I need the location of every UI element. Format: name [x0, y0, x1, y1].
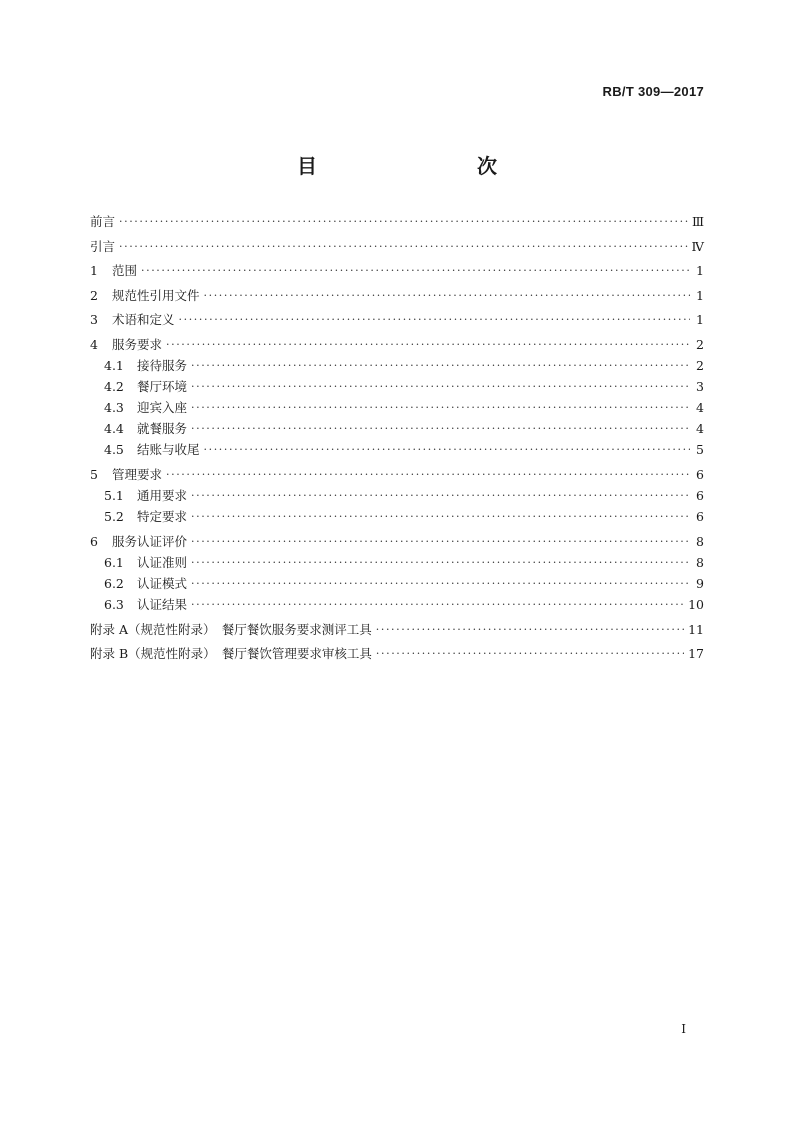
toc-dot-leader: [191, 422, 690, 436]
standard-code: RB/T 309—2017: [602, 84, 704, 99]
toc-entry-number: 5.1: [104, 488, 124, 504]
toc-dot-leader: [191, 401, 690, 415]
toc-entry[interactable]: [90, 556, 704, 570]
toc-dot-leader: [376, 647, 684, 661]
toc-entry-page: 6: [696, 509, 704, 525]
toc-entry[interactable]: [90, 401, 704, 415]
toc-entry-number: 4.1: [104, 357, 124, 373]
toc-entry[interactable]: [90, 422, 704, 436]
toc-entry-number: 4.2: [104, 378, 124, 394]
toc-entry-title: 引言: [90, 238, 116, 254]
toc-entry-title: 服务要求: [112, 336, 163, 352]
toc-entry-title: 餐厅环境: [137, 378, 188, 394]
toc-entry-number: 4.4: [104, 421, 124, 437]
toc-entry-page: 1: [696, 312, 704, 327]
toc-dot-leader: [191, 535, 690, 549]
toc-entry[interactable]: [90, 489, 704, 503]
toc-entry-title: 就餐服务: [137, 421, 188, 437]
toc-entry-page: 17: [688, 646, 704, 662]
toc-entry-page: 4: [696, 421, 704, 437]
toc-entry-number: 6: [90, 533, 98, 549]
toc-entry-page: 2: [696, 357, 704, 373]
page-number: I: [681, 1022, 686, 1036]
toc-entry-title: 迎宾入座: [137, 400, 188, 416]
toc-dot-leader: [191, 598, 684, 612]
toc-entry-title: 管理要求: [112, 466, 163, 482]
toc-entry-title: 服务认证评价: [112, 533, 188, 549]
toc-dot-leader: [166, 338, 690, 352]
toc-dot-leader: [191, 556, 690, 570]
toc-entry-title: 术语和定义: [112, 312, 175, 327]
toc-entry-title: 范围: [112, 263, 138, 278]
toc-entry-title: 特定要求: [137, 509, 188, 525]
toc-entry-page: 8: [696, 555, 704, 570]
toc-entry-page: 8: [696, 533, 704, 549]
toc-entry-title: 认证结果: [137, 597, 188, 613]
toc-entry-page: 10: [688, 597, 704, 613]
toc-entry[interactable]: [90, 623, 704, 637]
toc-entry-page: 4: [696, 400, 704, 416]
toc-entry-number: 4.5: [104, 442, 124, 458]
toc-entry-title: 前言: [90, 214, 116, 229]
toc-entry[interactable]: [90, 289, 704, 303]
toc-entry-page: 11: [688, 621, 704, 637]
toc-dot-leader: [119, 215, 688, 229]
toc-entry-page: 9: [696, 576, 704, 592]
toc-entry[interactable]: [90, 598, 704, 612]
toc-entry-title: 认证模式: [137, 576, 188, 592]
toc-entry-number: 1: [90, 263, 98, 278]
toc-dot-leader: [141, 264, 690, 278]
toc-entry-page: 6: [696, 488, 704, 504]
toc-entry-title: 附录 B（规范性附录） 餐厅餐饮管理要求审核工具: [90, 646, 372, 662]
toc-entry[interactable]: [90, 240, 704, 254]
toc-entry-number: 4.3: [104, 400, 124, 416]
toc-entry[interactable]: [90, 215, 704, 229]
toc-entry[interactable]: [90, 264, 704, 278]
table-of-contents: [90, 215, 704, 661]
toc-entry[interactable]: [90, 443, 704, 457]
toc-dot-leader: [166, 468, 690, 482]
toc-entry[interactable]: [90, 338, 704, 352]
toc-dot-leader: [191, 510, 690, 524]
toc-entry-page: 6: [696, 466, 704, 482]
toc-entry-number: 5.2: [104, 509, 124, 525]
toc-entry-number: 5: [90, 466, 98, 482]
toc-entry[interactable]: [90, 510, 704, 524]
toc-dot-leader: [179, 313, 690, 327]
toc-entry-title: 认证准则: [137, 555, 188, 570]
toc-dot-leader: [191, 489, 690, 503]
toc-dot-leader: [119, 240, 687, 254]
toc-entry-title: 通用要求: [137, 488, 188, 504]
toc-entry-number: 3: [90, 312, 98, 327]
toc-entry-page: 1: [696, 287, 704, 303]
toc-entry-number: 4: [90, 336, 98, 352]
toc-entry-page: 3: [696, 378, 704, 394]
toc-entry-number: 6.3: [104, 597, 124, 613]
toc-entry[interactable]: [90, 359, 704, 373]
toc-entry-page: 1: [696, 263, 704, 278]
toc-entry-title: 附录 A（规范性附录） 餐厅餐饮服务要求测评工具: [90, 621, 372, 637]
toc-entry-page: 5: [696, 442, 704, 458]
toc-entry[interactable]: [90, 647, 704, 661]
toc-entry[interactable]: [90, 468, 704, 482]
toc-entry[interactable]: [90, 535, 704, 549]
toc-entry-page: 2: [696, 336, 704, 352]
toc-dot-leader: [204, 443, 690, 457]
toc-entry-number: 6.1: [104, 555, 124, 570]
toc-dot-leader: [191, 380, 690, 394]
toc-dot-leader: [191, 359, 690, 373]
toc-dot-leader: [376, 623, 684, 637]
toc-entry-title: 结账与收尾: [137, 442, 200, 458]
toc-entry-page: Ⅲ: [691, 214, 704, 229]
toc-entry-number: 2: [90, 287, 98, 303]
toc-entry-number: 6.2: [104, 576, 124, 592]
toc-dot-leader: [204, 289, 690, 303]
toc-entry-title: 接待服务: [137, 357, 188, 373]
toc-entry[interactable]: [90, 577, 704, 591]
toc-entry[interactable]: [90, 380, 704, 394]
toc-dot-leader: [191, 577, 690, 591]
toc-entry[interactable]: [90, 313, 704, 327]
toc-entry-page: Ⅳ: [691, 238, 704, 254]
toc-entry-title: 规范性引用文件: [112, 287, 200, 303]
toc-title: 目 次: [297, 154, 537, 178]
